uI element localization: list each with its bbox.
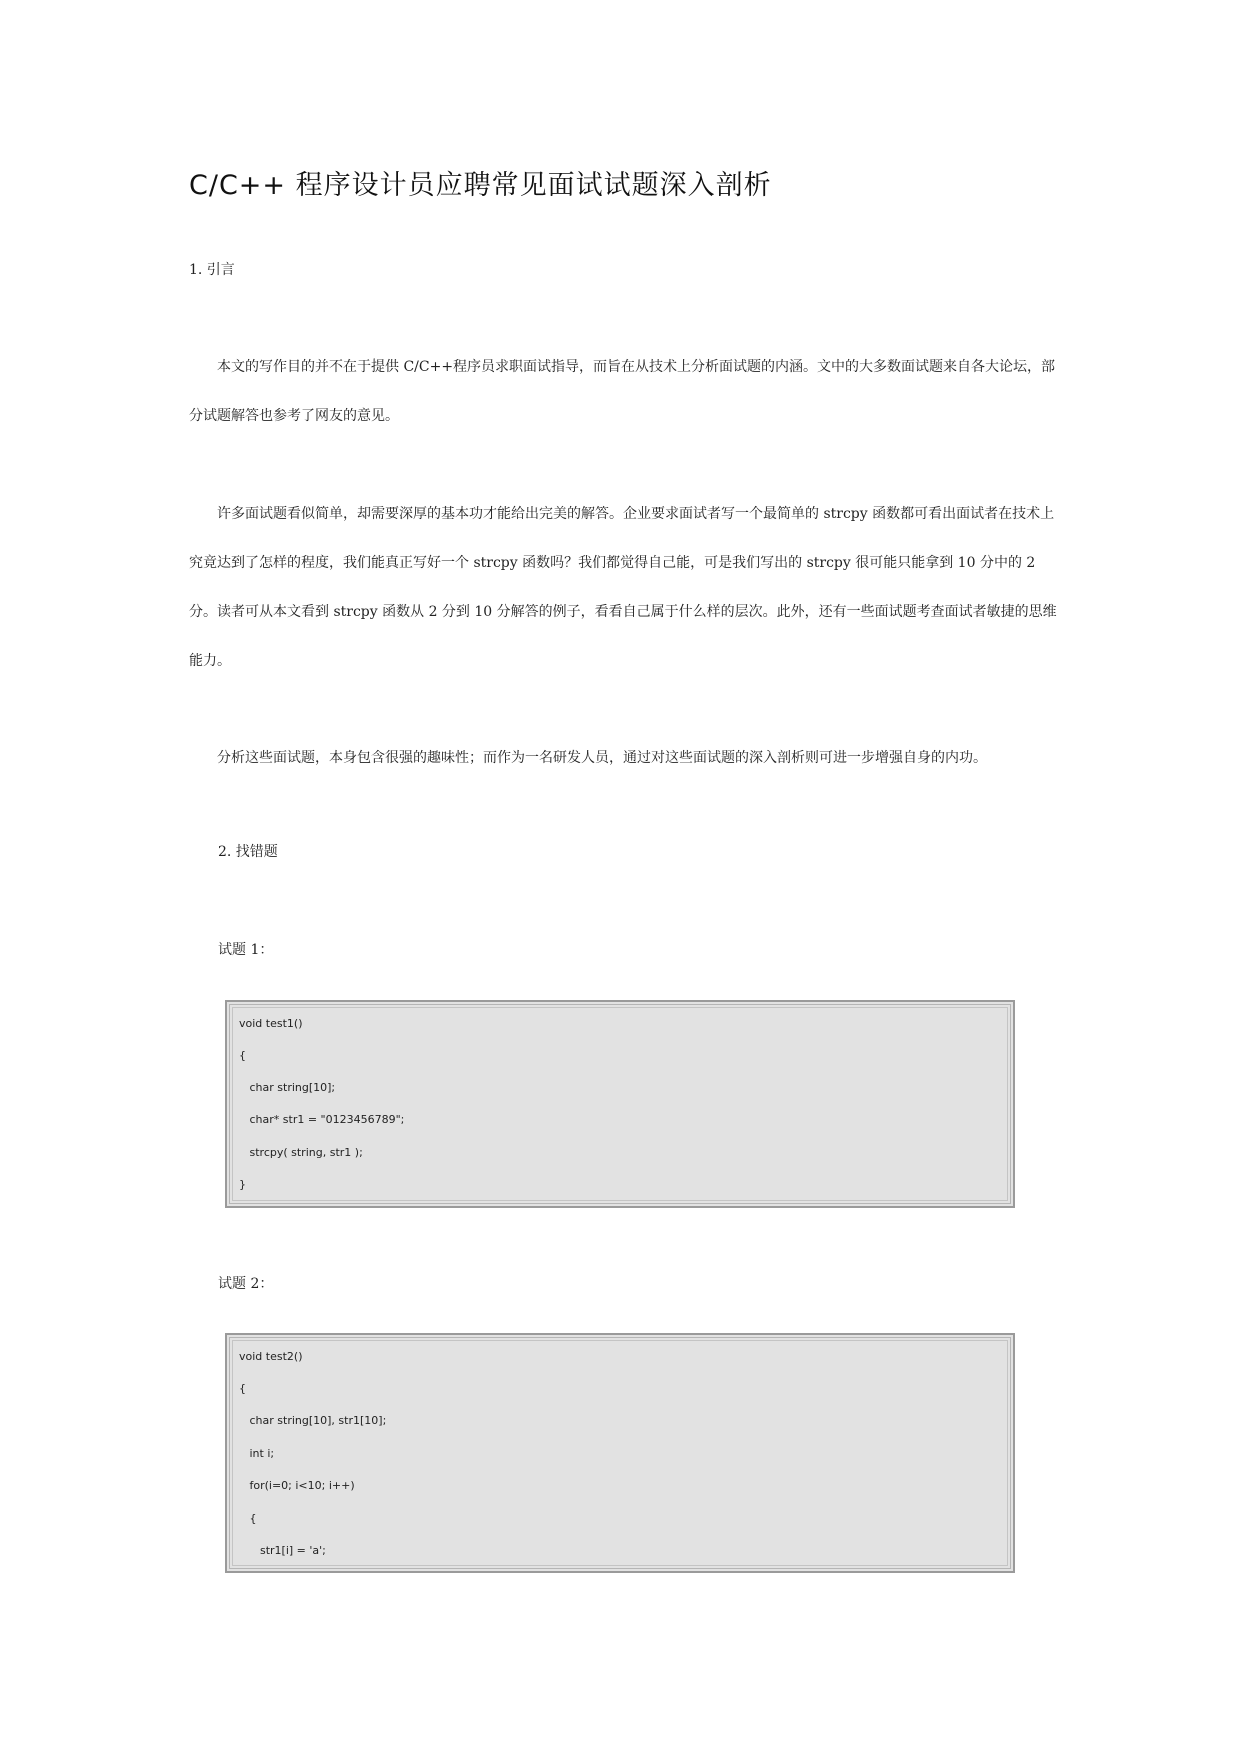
code-line: char string[10], str1[10]; [239, 1414, 387, 1427]
code-line: } [239, 1178, 246, 1191]
code-line: char* str1 = "0123456789"; [239, 1113, 405, 1126]
code-line: strcpy( string, str1 ); [239, 1146, 363, 1159]
code-line: { [239, 1512, 257, 1525]
code-line: void test2() [239, 1350, 303, 1363]
code-block-test2 [225, 1333, 1015, 1573]
code-line: void test1() [239, 1017, 303, 1030]
intro-paragraph-2: 许多面试题看似简单，却需要深厚的基本功才能给出完美的解答。企业要求面试者写一个最简单的 strcpy 函数都可看出面试者在技术上究竟达到了怎样的程度，我们能真正写好一个 strcpy 函数吗？我们都觉得自己能，可是我们写出的 strcpy 很可能只能拿到 10 分中的 2 分。读者可从本文看到 strcpy 函数从 2 分到 10 分解答的例子，看看自己属于什么样的层次。此外，还有一些面试题考查面试者敏捷的思维能力。 [189, 506, 1057, 669]
code-line: str1[i] = 'a'; [239, 1544, 326, 1557]
code-line: char string[10]; [239, 1081, 336, 1094]
code-line: { [239, 1049, 246, 1062]
question-2-label: 试题 2： [218, 1276, 274, 1292]
code-block-test1 [225, 1000, 1015, 1208]
section-heading-find-errors: 2. 找错题 [218, 844, 278, 860]
code-block-inner [232, 1007, 1008, 1201]
intro-paragraph-1: 本文的写作目的并不在于提供 C/C++程序员求职面试指导，而旨在从技术上分析面试题的内涵。文中的大多数面试题来自各大论坛，部分试题解答也参考了网友的意见。 [189, 359, 1056, 424]
document-title: C/C++ 程序设计员应聘常见面试试题深入剖析 [189, 170, 772, 201]
intro-paragraph-3: 分析这些面试题，本身包含很强的趣味性；而作为一名研发人员，通过对这些面试题的深入剖析则可进一步增强自身的内功。 [217, 750, 987, 766]
code-line: for(i=0; i<10; i++) [239, 1479, 355, 1492]
section-heading-intro: 1. 引言 [189, 262, 235, 278]
code-line: { [239, 1382, 246, 1395]
question-1-label: 试题 1： [218, 942, 274, 958]
code-block-inner [232, 1340, 1008, 1566]
code-line: int i; [239, 1447, 275, 1460]
